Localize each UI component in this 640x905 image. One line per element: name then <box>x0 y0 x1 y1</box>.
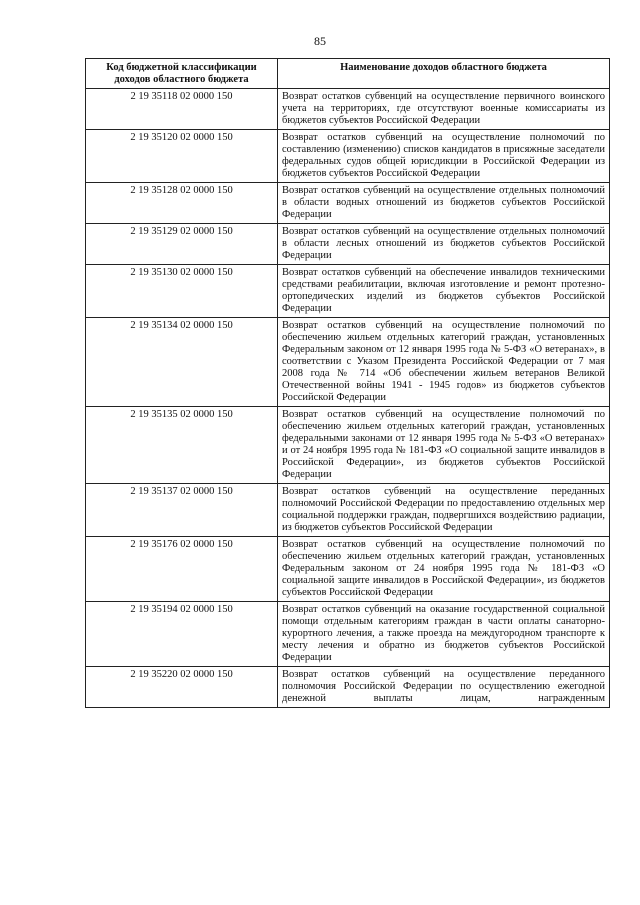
table-row <box>86 407 610 484</box>
row-code: 2 19 35129 02 0000 150 <box>86 224 278 265</box>
row-code: 2 19 35118 02 0000 150 <box>86 89 278 130</box>
row-code: 2 19 35134 02 0000 150 <box>86 318 278 407</box>
table-row <box>86 89 610 130</box>
table-row <box>86 484 610 537</box>
table-row <box>86 667 610 708</box>
table-row <box>86 183 610 224</box>
table-row <box>86 602 610 667</box>
row-code: 2 19 35194 02 0000 150 <box>86 602 278 667</box>
row-code: 2 19 35220 02 0000 150 <box>86 667 278 708</box>
row-name: Возврат остатков субвенций на оказание государственной социальной помощи отдельным категориям граждан в части оплаты санаторно-курортного лечения, а также проезда на междугородном транспорте к месту лечения и обратно из бюджетов субъектов Российской Федерации <box>278 602 610 667</box>
table-row <box>86 130 610 183</box>
row-code: 2 19 35130 02 0000 150 <box>86 265 278 318</box>
table-row <box>86 537 610 602</box>
row-code: 2 19 35128 02 0000 150 <box>86 183 278 224</box>
row-code: 2 19 35120 02 0000 150 <box>86 130 278 183</box>
row-code: 2 19 35176 02 0000 150 <box>86 537 278 602</box>
table-row <box>86 318 610 407</box>
row-name: Возврат остатков субвенций на осуществление полномочий по обеспечению жильем отдельных категорий граждан, установленных Федеральным законом от 12 января 1995 года № 5-ФЗ «О ветеранах», в соответствии с Указом Президента Российской Федерации от 7 мая 2008 года № 714 «Об обеспечении жильем ветеранов Великой Отечественной войны 1941 - 1945 годов» из бюджетов субъектов Российской Федерации <box>278 318 610 407</box>
row-code: 2 19 35137 02 0000 150 <box>86 484 278 537</box>
row-name: Возврат остатков субвенций на обеспечение инвалидов техническими средствами реабилитации, включая изготовление и ремонт протезно-ортопедических изделий из бюджетов субъектов Российской Федерации <box>278 265 610 318</box>
row-name: Возврат остатков субвенций на осуществление полномочий по составлению (изменению) списков кандидатов в присяжные заседатели федеральных судов общей юрисдикции в Российской Федерации из бюджетов субъектов Российской Федерации <box>278 130 610 183</box>
table-row <box>86 265 610 318</box>
header-code: Код бюджетной классификации доходов областного бюджета <box>86 59 278 89</box>
row-name: Возврат остатков субвенций на осуществление первичного воинского учета на территориях, где отсутствуют военные комиссариаты из бюджетов субъектов Российской Федерации <box>278 89 610 130</box>
row-name: Возврат остатков субвенций на осуществление отдельных полномочий в области лесных отношений из бюджетов субъектов Российской Федерации <box>278 224 610 265</box>
row-name: Возврат остатков субвенций на осуществление отдельных полномочий в области водных отношений из бюджетов субъектов Российской Федерации <box>278 183 610 224</box>
row-code: 2 19 35135 02 0000 150 <box>86 407 278 484</box>
row-name: Возврат остатков субвенций на осуществление переданного полномочия Российской Федерации по осуществлению ежегодной денежной выплаты лицам, награжденным <box>278 667 610 708</box>
table-header-row <box>86 59 610 89</box>
row-name: Возврат остатков субвенций на осуществление полномочий по обеспечению жильем отдельных категорий граждан, установленных Федеральным законом от 24 ноября 1995 года № 181-ФЗ «О социальной защите инвалидов в Российской Федерации», из бюджетов субъектов Российской Федерации <box>278 537 610 602</box>
budget-classification-table <box>85 58 610 708</box>
table-row <box>86 224 610 265</box>
row-name: Возврат остатков субвенций на осуществление полномочий по обеспечению жильем отдельных категорий граждан, установленных федеральными законами от 12 января 1995 года № 5-ФЗ «О ветеранах» и от 24 ноября 1995 года № 181-ФЗ «О социальной защите инвалидов в Российской Федерации», из бюджетов субъектов Российской Федерации <box>278 407 610 484</box>
page-number: 85 <box>314 34 326 48</box>
row-name: Возврат остатков субвенций на осуществление переданных полномочий Российской Федерации по предоставлению отдельных мер социальной поддержки граждан, подвергшихся воздействию радиации, из бюджетов субъектов Российской Федерации <box>278 484 610 537</box>
header-name: Наименование доходов областного бюджета <box>278 59 610 89</box>
